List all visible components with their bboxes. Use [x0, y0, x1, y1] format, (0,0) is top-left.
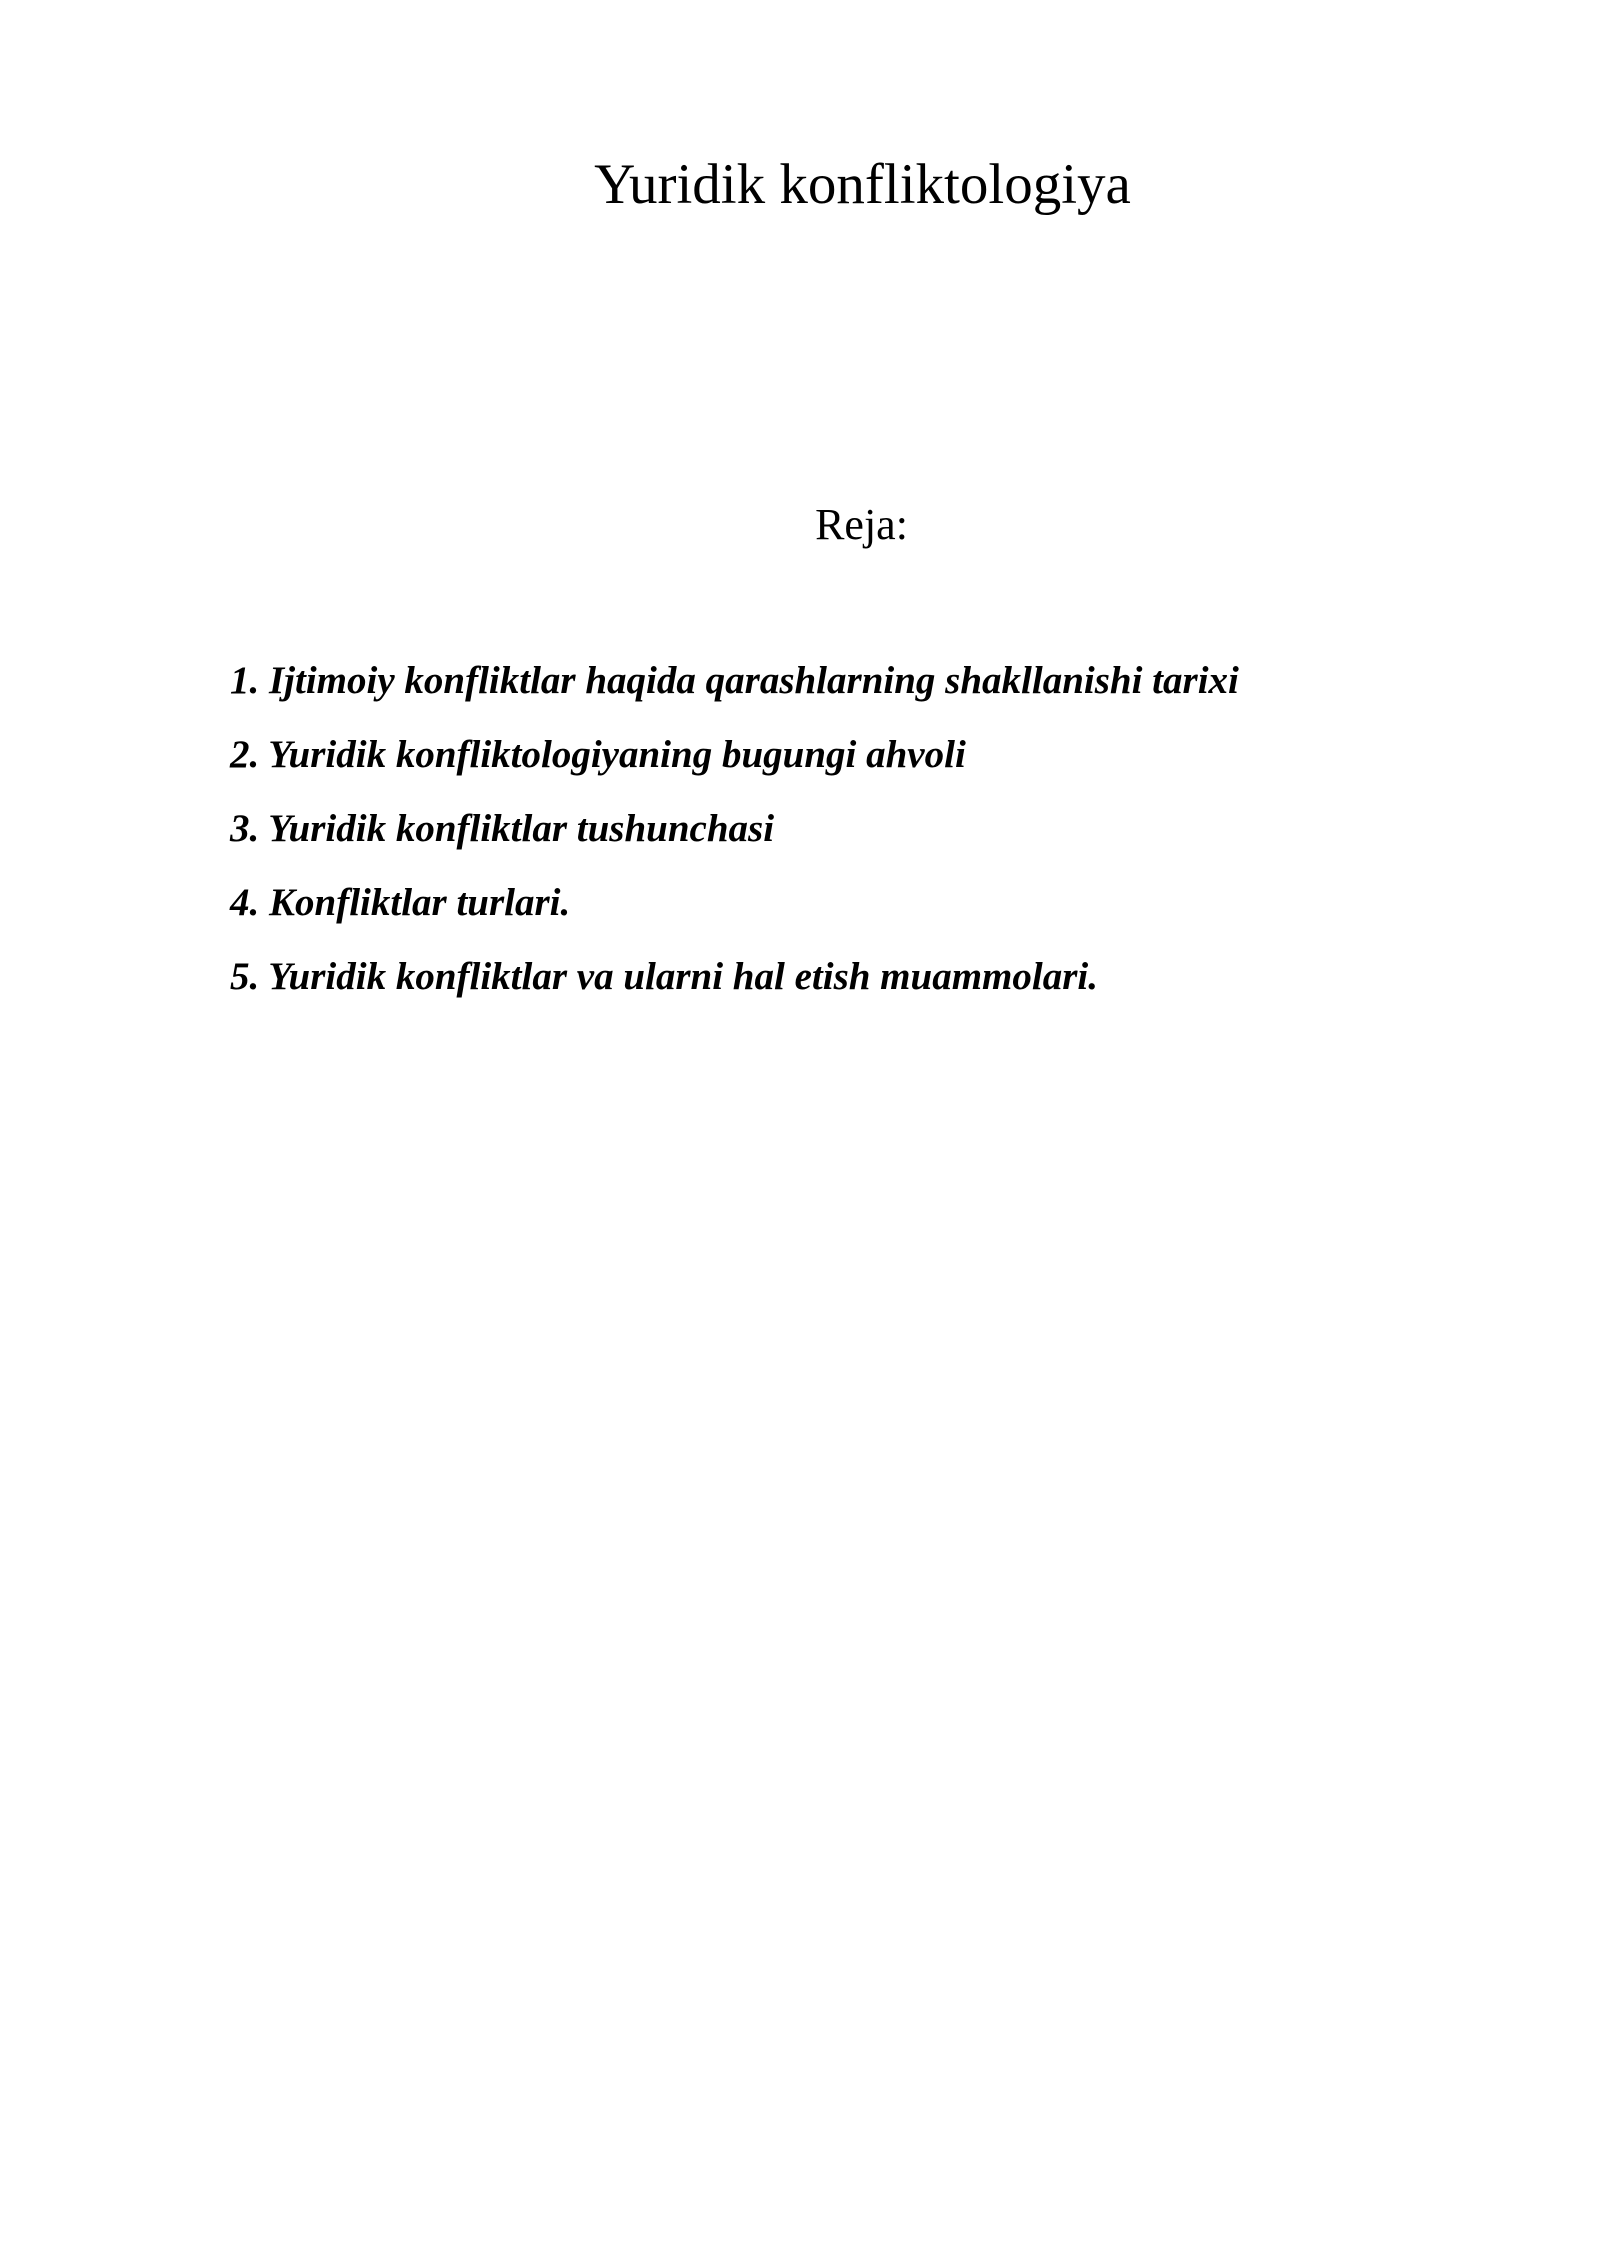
- plan-item-2: 2. Yuridik konfliktologiyaning bugungi ahvoli: [230, 733, 966, 776]
- plan-item-1: 1. Ijtimoiy konfliktlar haqida qarashlarning shakllanishi tarixi: [230, 659, 1239, 702]
- plan-list: [230, 644, 1239, 1014]
- plan-item-3: 3. Yuridik konfliktlar tushunchasi: [230, 807, 775, 850]
- document-title: Yuridik konfliktologiya: [594, 153, 1131, 216]
- plan-item-5: 5. Yuridik konfliktlar va ularni hal etish muammolari.: [230, 955, 1098, 998]
- plan-heading: Reja:: [815, 500, 908, 549]
- plan-item-4: 4. Konfliktlar turlari.: [230, 881, 571, 924]
